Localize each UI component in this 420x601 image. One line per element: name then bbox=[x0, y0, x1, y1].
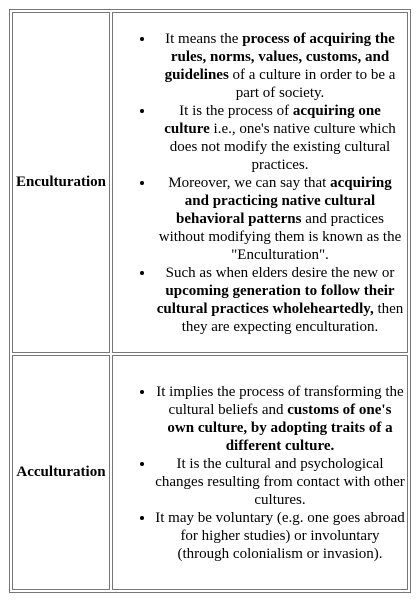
table-row-enculturation bbox=[12, 12, 408, 353]
text-run: Such as when elders desire the new or bbox=[165, 264, 395, 281]
text-run: of a culture in order to be a part of society. bbox=[228, 66, 396, 101]
term-cell bbox=[12, 355, 110, 590]
text-run: It is the process of bbox=[179, 102, 293, 119]
bold-text-run: upcoming generation to follow their cultural practices wholeheartedly, bbox=[156, 282, 395, 317]
list-item bbox=[155, 383, 405, 455]
bold-text-run: acquiring and practicing native cultural behavioral patterns bbox=[176, 174, 392, 227]
text-run: It means the bbox=[165, 30, 243, 47]
text-run: It implies the process of transforming the cultural beliefs and bbox=[156, 383, 404, 418]
bullet-list bbox=[113, 30, 407, 336]
term-label: Acculturation bbox=[16, 464, 106, 481]
list-item bbox=[155, 264, 405, 336]
description-cell bbox=[112, 12, 408, 353]
comparison-table bbox=[9, 9, 411, 593]
bold-text-run: process of acquiring the rules, norms, values, customs, and guidelines bbox=[164, 30, 395, 83]
text-run: Moreover, we can say that bbox=[168, 174, 331, 191]
text-run: and practices without modifying them is known as the "Enculturation". bbox=[158, 210, 402, 263]
text-run: It is the cultural and psychological changes resulting from contact with other cultures. bbox=[155, 455, 405, 508]
term-label: Enculturation bbox=[15, 174, 106, 191]
list-item bbox=[155, 174, 405, 264]
description-cell bbox=[112, 355, 408, 590]
list-item bbox=[155, 455, 405, 509]
term-cell bbox=[12, 12, 110, 353]
list-item bbox=[155, 102, 405, 174]
table-row-acculturation bbox=[12, 355, 408, 590]
bullet-list bbox=[113, 383, 407, 563]
text-run: i.e., one's native culture which does not modify the existing cultural practices. bbox=[169, 120, 396, 173]
bold-text-run: acquiring one culture bbox=[164, 102, 381, 137]
list-item bbox=[155, 509, 405, 563]
bold-text-run: customs of one's own culture, by adopting traits of a different culture. bbox=[167, 401, 393, 454]
list-item bbox=[155, 30, 405, 102]
text-run: then they are expecting enculturation. bbox=[181, 300, 404, 335]
text-run: It may be voluntary (e.g. one goes abroad for higher studies) or involuntary (through colonialism or invasion). bbox=[155, 509, 405, 562]
